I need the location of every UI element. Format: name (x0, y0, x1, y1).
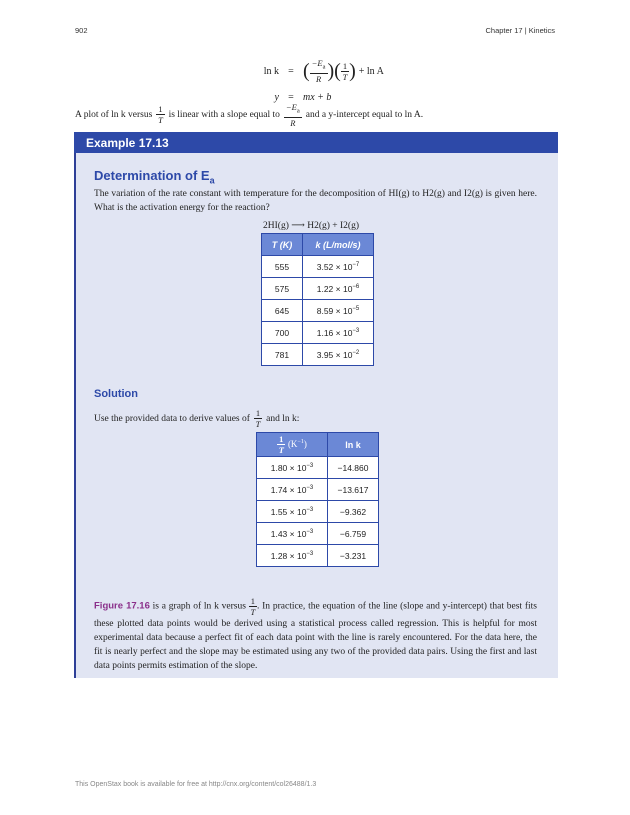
rate-constant-table (261, 233, 374, 366)
eq1-f2-num: 1 (342, 60, 348, 71)
eq1-fraction-2 (341, 61, 349, 82)
table2-cell-lnk: −13.617 (328, 479, 379, 501)
table1-cell-t: 781 (262, 344, 303, 366)
eq2-rhs: mx + b (303, 91, 332, 103)
table2-cell-lnk: −6.759 (328, 523, 379, 545)
table2-cell-lnk: −14.860 (328, 457, 379, 479)
table1-cell-t: 555 (262, 256, 303, 278)
intro-text-b: is linear with a slope equal to (168, 109, 280, 120)
solution-intro-b: and ln k: (266, 413, 300, 424)
intro-text-c: and a y-intercept equal to ln A. (305, 109, 424, 120)
page-number: 902 (75, 26, 88, 35)
intro-slope-fraction (284, 102, 302, 128)
eq1-num: −E (311, 58, 323, 69)
reaction-equation: 2HI(g) ⟶ H2(g) + I2(g) (263, 221, 360, 231)
chapter-header: Chapter 17 | Kinetics (485, 26, 555, 35)
table1-cell-k: $8.59 \times 10^{-5}$ (303, 300, 374, 322)
table-row (257, 479, 379, 501)
intro-sentence (75, 102, 423, 128)
solution-intro (94, 408, 537, 429)
solution-intro-a: Use the provided data to derive values of (94, 413, 250, 424)
table1-cell-k: $1.16 \times 10^{-3}$ (303, 322, 374, 344)
table2-cell-inv: $1.55 \times 10^{-3}$ (257, 501, 328, 523)
intro-slope-den: R (290, 117, 296, 128)
problem-text: The variation of the rate constant with temperature for the decomposition of HI(g) to H2(g) and I2(g) is given here. What is the activation energy for the reaction? (94, 189, 537, 213)
table-row (262, 278, 374, 300)
eq1-num-sub: a (322, 63, 326, 71)
solution-intro-num: 1 (255, 408, 261, 418)
eq1-f2-den: T (342, 71, 348, 82)
intro-frac-num: 1 (158, 104, 163, 115)
solution-title: Solution (94, 388, 138, 400)
table-row (262, 322, 374, 344)
eq1-op: = (288, 65, 294, 77)
table1-cell-k: $3.52 \times 10^{-7}$ (303, 256, 374, 278)
figure-frac-num: 1 (250, 596, 255, 606)
eq1-fraction (310, 58, 328, 84)
table1-cell-t: 700 (262, 322, 303, 344)
table2-header-inv: $\frac{1}{T}$ $(K^{-1})$ (257, 433, 328, 457)
table2-cell-lnk: −3.231 (328, 545, 379, 567)
table1-cell-t: 645 (262, 300, 303, 322)
right-paren-icon: ) (327, 60, 335, 82)
intro-frac-den: T (158, 115, 163, 126)
table1-header-t: T (K) (262, 234, 303, 256)
example-title (94, 168, 215, 186)
equation-row-1 (255, 58, 384, 84)
table2-header-lnk: ln k (328, 433, 379, 457)
figure-text-a: is a graph of ln k versus (152, 601, 246, 612)
figure-fraction (249, 596, 257, 617)
left-paren-icon: ( (334, 60, 341, 82)
table2-cell-lnk: −9.362 (328, 501, 379, 523)
derived-values-table (256, 432, 379, 567)
right-paren-icon: ) (349, 60, 356, 82)
table1-cell-k: $3.95 \times 10^{-2}$ (303, 344, 374, 366)
eq1-tail: + ln A (358, 65, 384, 77)
eq1-den: R (315, 73, 322, 84)
intro-slope-sub: a (296, 107, 300, 115)
intro-fraction (156, 104, 164, 125)
table1-cell-k: $1.22 \times 10^{-6}$ (303, 278, 374, 300)
table2-cell-inv: $1.80 \times 10^{-3}$ (257, 457, 328, 479)
figure-paragraph (94, 596, 537, 673)
table-row (257, 457, 379, 479)
table-row (257, 523, 379, 545)
example-title-sub: a (209, 175, 215, 186)
example-header: Example 17.13 (74, 132, 558, 153)
table1-header-k: k (L/mol/s) (303, 234, 374, 256)
table2-cell-inv: $1.43 \times 10^{-3}$ (257, 523, 328, 545)
table-row (262, 344, 374, 366)
intro-text-a: A plot of ln k versus (75, 109, 153, 120)
table-row (257, 501, 379, 523)
solution-intro-den: T (255, 419, 261, 429)
table2-cell-inv: $1.74 \times 10^{-3}$ (257, 479, 328, 501)
table-row (262, 256, 374, 278)
table1-cell-t: 575 (262, 278, 303, 300)
intro-slope-num: −E (285, 102, 297, 112)
eq2-op: = (288, 91, 294, 103)
eq2-lhs: y (274, 91, 279, 103)
figure-link[interactable]: Figure 17.16 (94, 600, 150, 612)
footer-note: This OpenStax book is available for free at http://cnx.org/content/col26488/1.3 (75, 781, 317, 788)
solution-intro-fraction (254, 408, 262, 429)
eq1-lhs: ln k (263, 65, 279, 77)
figure-frac-den: T (250, 607, 256, 617)
left-paren-icon: ( (303, 60, 310, 82)
figure-text-b: . In practice, the equation of the line (slope and y-intercept) that best fits these plotted data points would be derived using a statistical process called regression. This is helpful for most experimental data because a perfect fit of each data point with the line is rarely encountered. For the data here, the fit is nearly perfect and the slope may be estimated using any two of the provided data pairs. Using the first and last data points permits estimation of the slope. (94, 601, 537, 671)
example-title-text: Determination of E (94, 168, 210, 183)
table2-cell-inv: $1.28 \times 10^{-3}$ (257, 545, 328, 567)
table-row (257, 545, 379, 567)
table-row (262, 300, 374, 322)
